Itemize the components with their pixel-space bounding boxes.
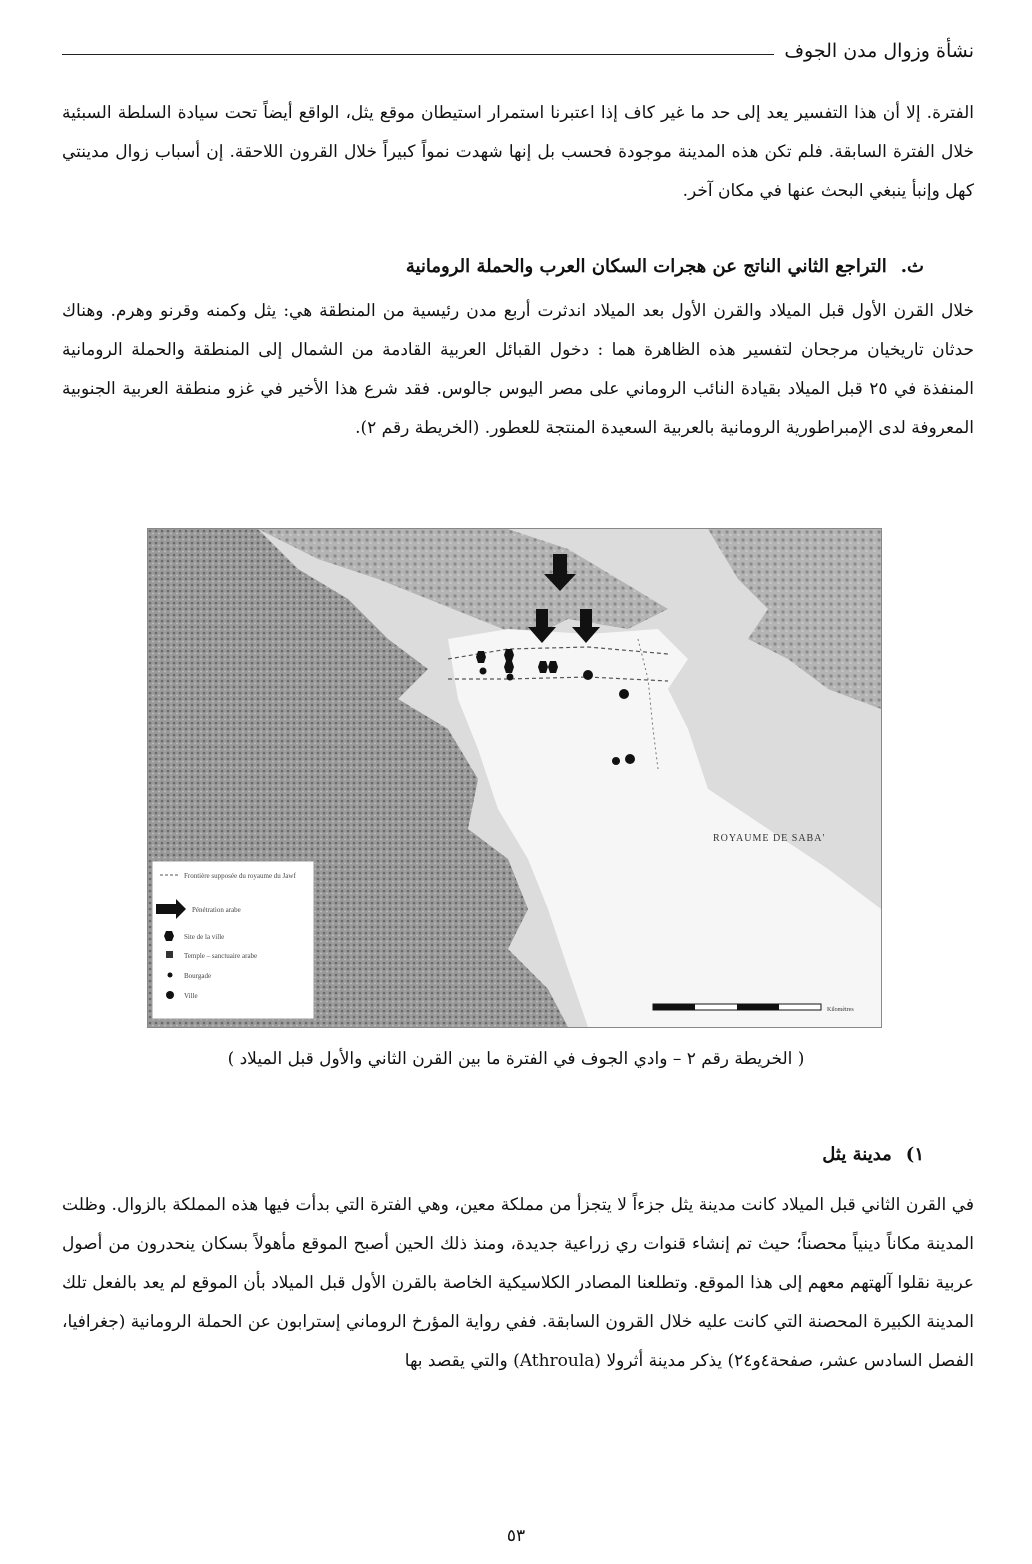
section-heading-tha — [62, 252, 924, 282]
legend-temple-icon — [166, 951, 173, 958]
scale-bar-label: Kilomètres — [827, 1007, 854, 1013]
site-marker — [504, 661, 514, 673]
legend-entry-city: Ville — [184, 992, 198, 1000]
city-marker — [480, 668, 487, 675]
city-marker — [619, 689, 629, 699]
city-marker — [612, 757, 620, 765]
city-marker — [507, 674, 514, 681]
legend-entry-town: Bourgade — [184, 972, 212, 980]
map-caption: ( الخريطة رقم ٢ – وادي الجوف في الفترة ما بين القرن الثاني والأول قبل الميلاد ) — [227, 1049, 805, 1069]
subsection-heading-number: ١) — [905, 1144, 924, 1165]
map-legend — [152, 861, 314, 1019]
paragraph-2: خلال القرن الأول قبل الميلاد والقرن الأول بعد الميلاد اندثرت أربع مدن رئيسية من المنطقة هي: يثل وكمنه وقرنو وهرم. وهناك حدثان تاريخيان مرجحان لتفسير هذه الظاهرة هما : دخول القبائل العربية القادمة من الشمال إلى المنطقة والحملة الرومانية المنفذة في ٢٥ قبل الميلاد بقيادة النائب الروماني على مصر اليوس جالوس. فقد شرع هذا الأخير في غزو منطقة العربية الجنوبية المعروفة لدى الإمبراطورية الرومانية بالعربية السعيدة المنتجة للعطور. (الخريطة رقم ٢). — [62, 301, 974, 438]
subsection-heading-text: مدينة يثل — [822, 1144, 892, 1165]
legend-entry-boundary: Frontière supposée du royaume du Jawf — [184, 872, 296, 880]
city-marker — [583, 670, 593, 680]
site-marker — [548, 661, 558, 673]
legend-site-icon — [164, 931, 174, 941]
map-figure — [147, 528, 882, 1028]
legend-entry-temple: Temple – sanctuaire arabe — [184, 952, 258, 960]
site-marker — [476, 651, 486, 663]
paragraph-1: الفترة. إلا أن هذا التفسير يعد إلى حد ما غير كاف إذا اعتبرنا استمرار استيطان موقع يثل، الواقع أيضاً تحت سيادة السلطة السبئية خلال الفترة السابقة. فلم تكن هذه المدينة موجودة فحسب بل إنها شهدت نمواً كبيراً خلال القرون اللاحقة. إن أسباب زوال مدينتي كهل وإنبأ ينبغي البحث عنها في مكان آخر. — [62, 103, 974, 201]
legend-entry-site: Site de la ville — [184, 933, 225, 941]
page-number: ٥٣ — [506, 1526, 526, 1546]
site-marker — [504, 649, 514, 661]
legend-city-icon — [166, 991, 174, 999]
running-header-title: نشأة وزوال مدن الجوف — [784, 40, 974, 62]
legend-entry-penetration: Pénétration arabe — [192, 906, 241, 914]
city-marker — [625, 754, 635, 764]
paragraph-3: في القرن الثاني قبل الميلاد كانت مدينة يثل جزءاً لا يتجزأ من مملكة معين، وهي الفترة التي بدأت فيها هذه المملكة بالزوال. وظلت المدينة مكاناً دينياً محصناً؛ حيث تم إنشاء قنوات ري زراعية جديدة، ومنذ ذلك الحين أصبح الموقع مأهولاً بسكان ينحدرون من أصول عربية نقلوا آلهتهم معهم إلى هذا الموقع. وتطلعنا المصادر الكلاسيكية الخاصة بالقرن الأول قبل الميلاد بأن الموقع لم يعد بالفعل تلك المدينة الكبيرة المحصنة التي كانت عليه خلال القرون السابقة. ففي رواية المؤرخ الروماني إسترابون عن الحملة الرومانية (جغرافيا، الفصل السادس عشر، صفحة٤و٢٤) يذكر مدينة أثرولا (Athroula) والتي يقصد بها — [62, 1195, 974, 1371]
header-rule — [62, 54, 774, 55]
section-heading-number: ث. — [900, 256, 924, 277]
legend-town-icon — [168, 973, 173, 978]
map-region-label: ROYAUME DE SABA' — [713, 833, 826, 844]
site-marker — [538, 661, 548, 673]
section-heading-text: التراجع الثاني الناتج عن هجرات السكان العرب والحملة الرومانية — [405, 256, 887, 277]
subsection-heading-yathil — [62, 1140, 924, 1170]
running-header — [62, 28, 974, 62]
